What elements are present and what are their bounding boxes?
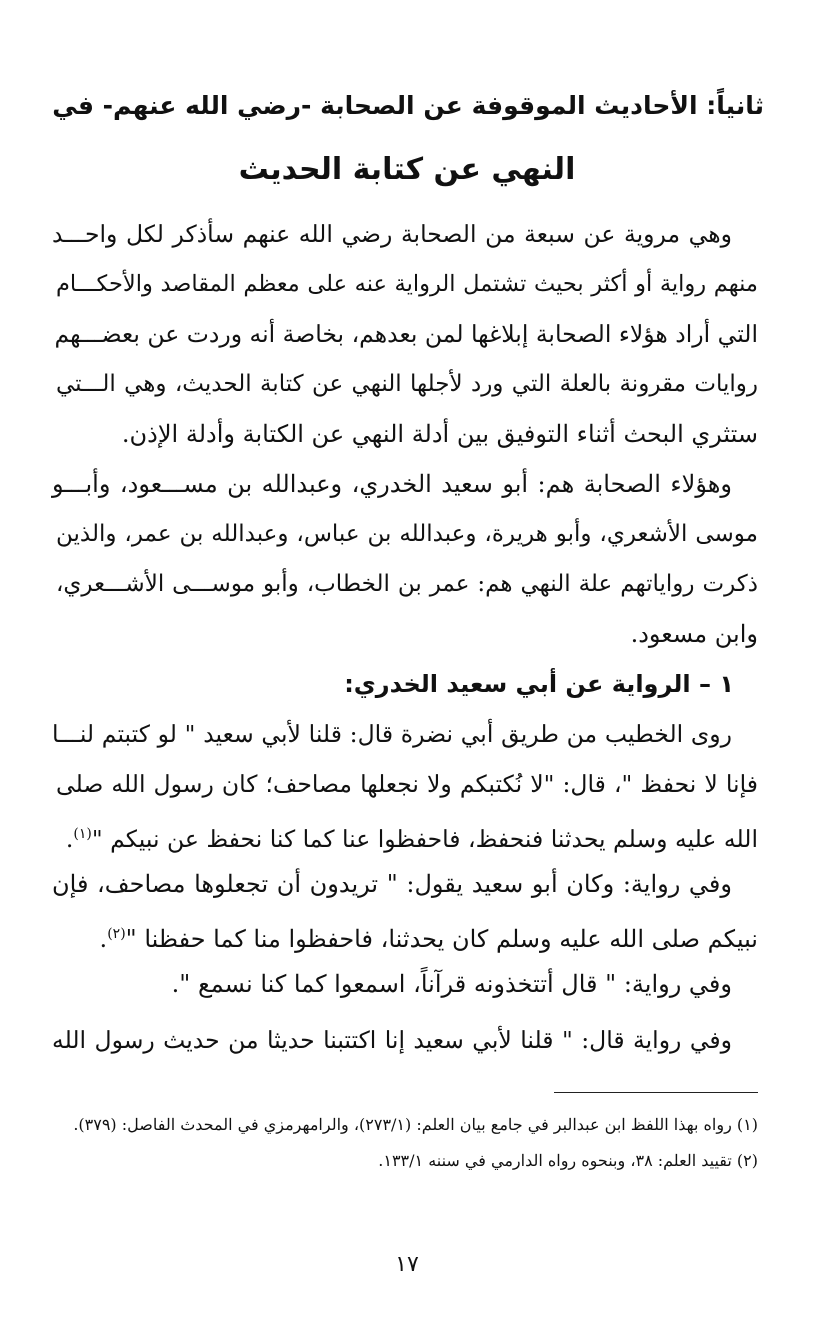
paragraph-3-line-1: روى الخطيب من طريق أبي نضرة قال: قلنا لأبي سعيد " لو كتبتم لنـــا bbox=[52, 720, 732, 748]
page-number: ١٧ bbox=[395, 1252, 419, 1277]
footnote-1: (١) رواه بهذا اللفظ ابن عبدالبر في جامع بيان العلم: (٢٧٣/١)، والرامهرمزي في المحدث الفاصل: (٣٧٩). bbox=[73, 1115, 758, 1134]
paragraph-3-line-2: فإنا لا نحفظ "، قال: "لا نُكتبكم ولا نجعلها مصاحف؛ كان رسول الله صلى bbox=[56, 770, 758, 798]
subsection-heading: ١ – الرواية عن أبي سعيد الخدري: bbox=[344, 670, 734, 698]
paragraph-6-line-1: وفي رواية قال: " قلنا لأبي سعيد إنا اكتتبنا حديثا من حديث رسول الله bbox=[52, 1026, 732, 1054]
paragraph-2-line-4: وابن مسعود. bbox=[630, 620, 758, 648]
paragraph-2-line-3: ذكرت رواياتهم علة النهي هم: عمر بن الخطاب، وأبو موســـى الأشـــعري، bbox=[56, 571, 758, 597]
paragraph-5: وفي رواية: " قال أتتخذونه قرآناً، اسمعوا كما كنا نسمع ". bbox=[171, 970, 732, 998]
paragraph-1-line-2: منهم رواية أو أكثر بحيث تشتمل الرواية عنه على معظم المقاصد والأحكـــام bbox=[56, 271, 758, 297]
footnote-2: (٢) تقييد العلم: ٣٨، وبنحوه رواه الدارمي في سننه ١٣٣/١. bbox=[378, 1151, 758, 1170]
footnote-divider bbox=[554, 1092, 758, 1093]
paragraph-1-line-5: ستثري البحث أثناء التوفيق بين أدلة النهي عن الكتابة وأدلة الإذن. bbox=[121, 420, 758, 448]
paragraph-2-line-2: موسى الأشعري، وأبو هريرة، وعبدالله بن عباس، وعبدالله بن عمر، والذين bbox=[56, 521, 758, 547]
paragraph-4-line-2 bbox=[56, 914, 758, 959]
paragraph-4-line-2-text: نبيكم صلى الله عليه وسلم كان يحدثنا، فاحفظوا منا كما حفظنا " bbox=[125, 925, 758, 953]
footnote-ref-2: (٢) bbox=[107, 926, 126, 942]
paragraph-4-line-1: وفي رواية: وكان أبو سعيد يقول: " تريدون أن تجعلوها مصاحف، فإن bbox=[52, 870, 732, 898]
paragraph-1-line-1: وهي مروية عن سبعة من الصحابة رضي الله عنهم سأذكر لكل واحـــد bbox=[52, 220, 732, 248]
section-title-line-2: النهي عن كتابة الحديث bbox=[238, 152, 576, 187]
paragraph-3-line-3 bbox=[56, 814, 758, 859]
paragraph-1-line-3: التي أراد هؤلاء الصحابة إبلاغها لمن بعدهم، بخاصة أنه وردت عن بعضـــهم bbox=[54, 320, 758, 348]
paragraph-3-line-3-text: الله عليه وسلم يحدثنا فنحفظ، فاحفظوا عنا كما كنا نحفظ عن نبيكم " bbox=[91, 824, 758, 853]
section-title-line-1: ثانياً: الأحاديث الموقوفة عن الصحابة -رضي الله عنهم- في bbox=[52, 91, 764, 120]
paragraph-2-line-1: وهؤلاء الصحابة هم: أبو سعيد الخدري، وعبدالله بن مســـعود، وأبـــو bbox=[52, 470, 732, 498]
paragraph-1-line-4: روايات مقرونة بالعلة التي ورد لأجلها النهي عن كتابة الحديث، وهي الـــتي bbox=[56, 371, 758, 397]
paragraph-3-end: . bbox=[65, 824, 74, 853]
footnote-ref-1: (١) bbox=[73, 826, 92, 842]
paragraph-4-end: . bbox=[99, 925, 108, 953]
